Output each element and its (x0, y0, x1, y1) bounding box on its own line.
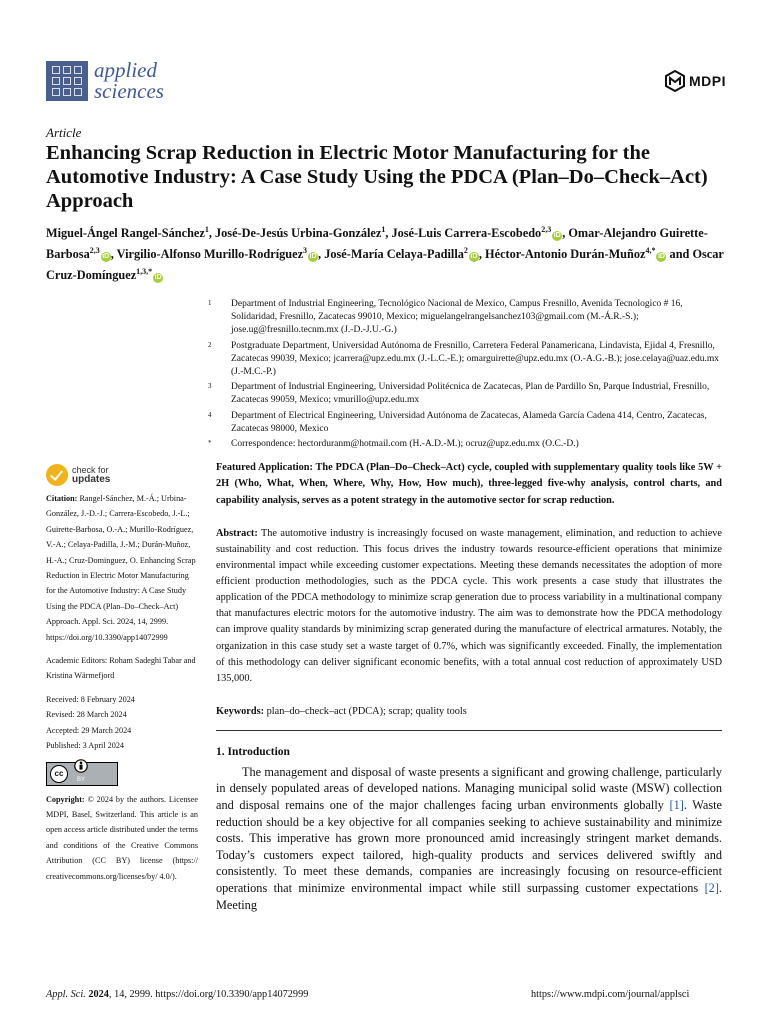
affiliation-item: 4 Department of Electrical Engineering, Universidad Autónoma de Zacatecas, Alameda García Cadena 414, Centro, Zacatecas, Zacatecas 98000, Mexico (208, 410, 707, 434)
citation-label: Citation: (46, 494, 78, 503)
cc-icon: cc (50, 765, 68, 783)
orcid-icon[interactable]: iD (154, 274, 162, 282)
author[interactable]: José-De-Jesús Urbina-González$^1$ (214, 225, 386, 241)
orcid-icon[interactable]: iD (102, 253, 110, 261)
journal-logo-icon (46, 61, 88, 101)
copyright-block (46, 792, 198, 884)
article-sidebar (46, 491, 198, 884)
author-list: Miguel-Ángel Rangel-Sánchez$^1$, José-De-Jesús Urbina-González$^1$, José-Luis Carrera-Escobedo$^{2,3}$iD , Omar-Alejandro Guirette-Barbosa$^{2,3}$iD , Virgilio-Alfonso Murillo-Rodríguez$^3$iD , José-María Celaya-Padilla$^2$iD , Héctor-Antonio Durán-Muñoz$^{4,*}$iD and Oscar Cruz-Domínguez$^{1,3,*}$iD (46, 225, 724, 283)
publication-dates (46, 692, 198, 754)
journal-logo[interactable] (46, 60, 164, 102)
author-affiliation-mark: 2 (463, 246, 468, 256)
author[interactable]: Virgilio-Alfonso Murillo-Rodríguez$^3$iD (116, 246, 317, 262)
abstract (216, 526, 722, 687)
article-type: Article (46, 125, 82, 140)
featured-label: Featured Application: (216, 462, 313, 473)
copyright-text: © 2024 by the authors. Licensee MDPI, Basel, Switzerland. This article is an open access article distributed under the terms and conditions of the Creative Commons Attribution (CC BY) license (https:// creativecommons.org/licenses/by/ 4.0/). (46, 794, 199, 881)
footer-citation (46, 989, 308, 1000)
orcid-icon[interactable]: iD (553, 232, 561, 240)
affiliations (208, 298, 728, 453)
citation-text: Rangel-Sánchez, M.-Á.; Urbina-González, J.-D.-J.; Carrera-Escobedo, J.-L.; Guirette-Barbosa, O.-A.; Murillo-Rodríguez, V.-A.; Celaya-Padilla, J.-M.; Durán-Muñoz, H.-A.; Cruz-Dominguez, O. Enhancing Scrap Reduction in Electric Motor Manufacturing for the Automotive Industry: A Case Study Using the PDCA (Plan–Do–Check–Act) Approach. Appl. Sci. 2024, 14, 2999. https://doi.org/10.3390/app14072999 (46, 494, 196, 642)
orcid-icon[interactable]: iD (657, 253, 665, 261)
introduction-paragraph: The management and disposal of waste presents a significant and growing challenge, particularly in densely populated areas of developed nations. Managing municipal solid waste (MSW) collection and disposal remains one of the major challenges facing urban environments globally [1]. Waste reduction should be a key objective for all companies seeking to achieve sustainability and minimize costs. This imperative has grown more pronounced amid increasingly stringent market demands. Today’s customers expect tailored, high-quality products and services delivered swiftly and consistently. To meet these demands, companies are increasingly focusing on resource-efficient operations that minimize environmental impact while still surpassing customer expectations [2]. Meeting (216, 764, 722, 912)
footer-year: 2024 (88, 989, 109, 1000)
author-affiliation-mark: 2,3 (541, 225, 552, 234)
check-for-updates-button[interactable] (46, 464, 110, 486)
author-affiliation-mark: 3 (303, 246, 308, 256)
date-received: Received: 8 February 2024 (46, 694, 135, 704)
keywords (216, 704, 722, 720)
affiliation-item: 2 Postgraduate Department, Universidad Autónoma de Fresnillo, Carretera Federal Panamericana, Lindavista, Ejidal 4, Fresnillo, Zacatecas 99039, Mexico; jcarrera@upz.edu.mx (J.-L.C.-E.); omarguirette@upz.edu.mx (O.-A.G.-B.); jose.celaya@uaz.edu.mx (J.-M.C.-P.) (208, 340, 719, 378)
author-affiliation-mark: 4,* (645, 246, 656, 256)
abstract-label: Abstract: (216, 527, 258, 539)
cc-by-license-badge[interactable] (46, 762, 118, 786)
keywords-text: plan–do–check–act (PDCA); scrap; quality tools (266, 705, 467, 717)
by-label: BY (76, 776, 85, 783)
publisher-name: MDPI (689, 73, 726, 89)
section-heading-introduction: 1. Introduction (216, 745, 290, 758)
abstract-text: The automotive industry is increasingly focused on waste management, elimination, and reduction to achieve sustainability and cost reduction. This focus drives the industry towards resource-efficient operations that minimize environmental impact while exceeding customer expectations. Meeting these demands necessitates the adoption of more efficient production methodologies, such as the PDCA cycle. This work presents a case study that illustrates the application of the PDCA methodology to minimize scrap generation due to process variability in a multinational company that manufactures electric motors for the automotive industry. The aim was to demonstrate how the PDCA methodology can improve quality standards by minimizing scrap generated during the manufacture of electrical armatures. Notably, the organization in this case study set a waste target of 0.7%, which was significantly exceeded. Finally, the implementation of this methodology can deliver significant economic benefits, with a total annual cost reduction of approximately USD 135,000. (216, 527, 723, 684)
footer-journal: Appl. Sci. (46, 989, 86, 1000)
paper-title: Enhancing Scrap Reduction in Electric Motor Manufacturing for the Automotive Industry: A Case Study Using the PDCA (Plan–Do–Check–Act) Approach (46, 142, 708, 212)
author-affiliation-mark: 2,3 (89, 246, 100, 256)
footer-journal-url[interactable]: https://www.mdpi.com/journal/applsci (531, 989, 690, 1000)
author[interactable]: José-María Celaya-Padilla$^2$iD (324, 246, 478, 262)
author-affiliation-mark: 1 (204, 225, 209, 234)
date-revised: Revised: 28 March 2024 (46, 710, 127, 720)
author[interactable]: Oscar Cruz-Domínguez$^{1,3,*}$iD (46, 247, 724, 283)
academic-editors: Academic Editors: Roham Sadeghi Tabar and Kristina Wärmefjord (46, 656, 196, 681)
citation-link[interactable]: [2] (704, 880, 719, 895)
author[interactable]: Héctor-Antonio Durán-Muñoz$^{4,*}$iD (485, 246, 665, 262)
main-content (216, 460, 722, 913)
date-published: Published: 3 April 2024 (46, 741, 125, 751)
footer-volume-doi[interactable]: , 14, 2999. https://doi.org/10.3390/app14072999 (108, 989, 309, 1000)
publisher-logo[interactable] (664, 70, 726, 92)
citation-block (46, 491, 198, 645)
citation-link[interactable]: [1] (669, 798, 684, 813)
journal-name: applied sciences (94, 58, 164, 103)
date-accepted: Accepted: 29 March 2024 (46, 725, 132, 735)
check-label-2: updates (72, 474, 111, 485)
orcid-icon[interactable]: iD (309, 253, 317, 261)
featured-text: The PDCA (Plan–Do–Check–Act) cycle, coupled with supplementary quality tools like 5W + 2H (Who, What, When, Where, Why, How, How much), three-legged five-why analysis, control charts, and capability analysis, serves as a potent strategy in the automotive sector for scrap reduction. (216, 462, 722, 506)
orcid-icon[interactable]: iD (470, 253, 478, 261)
section-divider (216, 730, 722, 731)
check-icon (46, 464, 68, 486)
check-label-1: check for (72, 464, 109, 475)
mdpi-hexagon-icon (664, 70, 686, 92)
affiliation-item: * Correspondence: hectorduranm@hotmail.com (H.-A.D.-M.); ocruz@upz.edu.mx (O.C.-D.) (208, 439, 579, 450)
featured-application (216, 460, 722, 509)
affiliation-item: 1 Department of Industrial Engineering, Tecnológico Nacional de Mexico, Campus Fresnillo, Avenida Tecnologico # 16, Solidaridad, Fresnillo, Zacatecas 99010, Mexico; miguelangelrangelsanchez103@gmail.com (M.-Á.R.-S.); jose.ug@fresnillo.tecnm.mx (J.-D.-J.U.-G.) (208, 299, 683, 336)
author[interactable]: José-Luis Carrera-Escobedo$^{2,3}$iD (391, 225, 561, 241)
author[interactable]: Omar-Alejandro Guirette-Barbosa$^{2,3}$iD (46, 226, 708, 262)
by-icon (74, 759, 88, 788)
author-affiliation-mark: 1,3,* (136, 267, 153, 277)
copyright-label: Copyright: (46, 794, 85, 804)
affiliation-item: 3 Department of Industrial Engineering, Universidad Politécnica de Zacatecas, Plan de Pardillo Sn, Parque Industrial, Fresnillo, Zacatecas 99059, Mexico; vmurillo@upz.edu.mx (208, 382, 710, 406)
keywords-label: Keywords: (216, 705, 265, 717)
author-affiliation-mark: 1 (381, 225, 386, 234)
author[interactable]: Miguel-Ángel Rangel-Sánchez$^1$ (46, 225, 209, 241)
